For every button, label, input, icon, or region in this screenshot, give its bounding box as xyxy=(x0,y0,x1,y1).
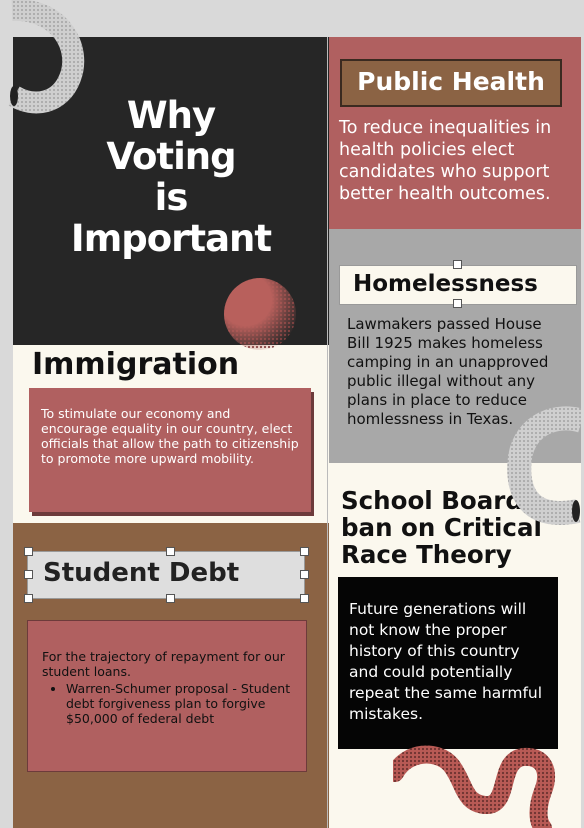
resize-handle[interactable] xyxy=(300,547,309,556)
magnet-arc-icon xyxy=(498,399,581,525)
public-health-label-box xyxy=(340,59,562,107)
resize-handle[interactable] xyxy=(24,547,33,556)
title-line: Voting xyxy=(106,135,236,178)
column-divider xyxy=(327,37,328,828)
resize-handle[interactable] xyxy=(24,594,33,603)
resize-handle[interactable] xyxy=(300,570,309,579)
resize-handle[interactable] xyxy=(453,299,462,308)
halftone-wave-icon xyxy=(393,731,581,828)
title-line: Important xyxy=(70,217,272,260)
homelessness-text: Lawmakers passed House Bill 1925 makes homeless camping in an unapproved public illegal without any plans in place to reduce homlessness in Texas. xyxy=(347,315,549,428)
immigration-text: To stimulate our economy and encourage equality in our country, elect officials that allow the path to citizenship to promote more upward mobility. xyxy=(41,406,299,466)
immigration-card xyxy=(29,388,311,512)
magnet-arc-icon xyxy=(0,0,92,118)
student-debt-card xyxy=(27,620,307,772)
resize-handle[interactable] xyxy=(166,547,175,556)
infographic-page xyxy=(13,37,581,828)
title-line: Why xyxy=(126,94,216,137)
resize-handle[interactable] xyxy=(24,570,33,579)
immigration-heading: Immigration xyxy=(32,347,240,382)
public-health-text: To reduce inequalities in health policies elect candidates who support better health outcomes. xyxy=(339,118,552,204)
school-board-card xyxy=(338,577,558,749)
title-line: is xyxy=(154,176,188,219)
homelessness-heading: Homelessness xyxy=(353,271,538,297)
school-board-heading: School Board ban on Critical Race Theory xyxy=(341,486,542,569)
page-title xyxy=(13,95,329,259)
resize-handle[interactable] xyxy=(166,594,175,603)
school-board-text: Future generations will not know the proper history of this country and could potentially repeat the same harmful mistakes. xyxy=(349,600,543,723)
resize-handle[interactable] xyxy=(453,260,462,269)
resize-handle[interactable] xyxy=(300,594,309,603)
student-debt-label-box[interactable] xyxy=(27,551,305,599)
student-debt-bullet: • Warren-Schumer proposal - Student debt forgiveness plan to forgive $50,000 of federal debt xyxy=(66,681,292,726)
halftone-circle-icon xyxy=(223,277,299,353)
student-debt-heading: Student Debt xyxy=(43,558,240,588)
public-health-heading: Public Health xyxy=(357,67,545,96)
student-debt-list xyxy=(28,681,306,726)
student-debt-intro: For the trajectory of repayment for our student loans. xyxy=(42,649,285,679)
